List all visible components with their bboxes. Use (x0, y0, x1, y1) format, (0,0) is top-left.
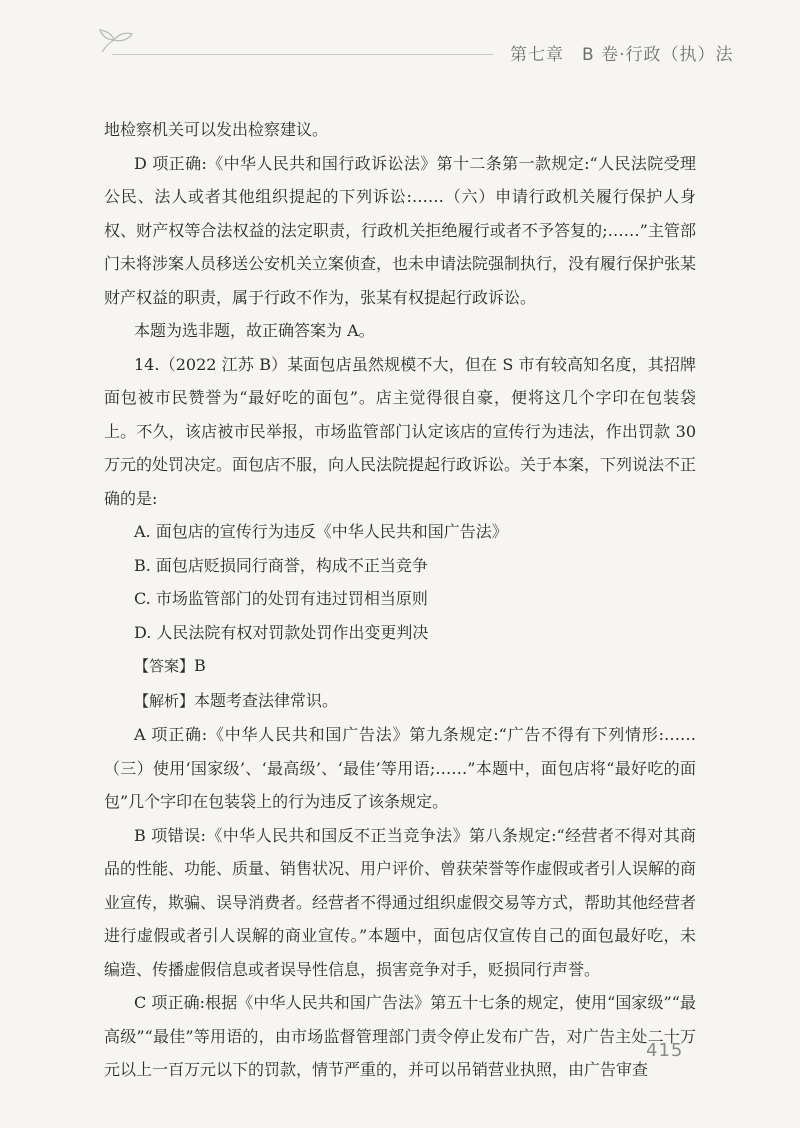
answer-tag: 【答案】 (134, 657, 195, 675)
answer-line (104, 649, 696, 684)
page-number: 415 (646, 1040, 684, 1061)
paragraph-option-d-analysis: D 项正确:《中华人民共和国行政诉讼法》第十二条第一款规定:“人民法院受理公民、法人或者其他组织提起的下列诉讼:……（六）申请行政机关履行保护人身权、财产权等合法权益的法定职责，行政机关拒绝履行或者不予答复的;……”主管部门未将涉案人员移送公安机关立案侦查，也未申请法院强制执行，没有履行保护张某财产权益的职责，属于行政不作为，张某有权提起行政诉讼。 (104, 153, 697, 307)
paragraph-conclusion: 本题为选非题，故正确答案为 A。 (134, 321, 375, 340)
choice-c: C. 市场监管部门的处罚有违过罚相当原则 (134, 589, 428, 608)
choice-b: B. 面包店贬损同行商誉，构成不正当竞争 (134, 555, 428, 575)
page-header (0, 0, 800, 90)
choice-a: A. 面包店的宣传行为违反《中华人民共和国广告法》 (134, 522, 508, 541)
paragraph-continuation: 地检察机关可以发出检察建议。 (104, 120, 329, 139)
page-body (104, 113, 696, 1087)
answer-value: B (194, 656, 206, 675)
paragraph-option-c-analysis: C 项正确:根据《中华人民共和国广告法》第五十七条的规定，使用“国家级”“最高级”“最佳”等用语的，由市场监督管理部门责令停止发布广告，对广告主处二十万元以上一百万元以下的罚款，情节严重的，并可以吊销营业执照，由广告审查 (104, 993, 696, 1079)
analysis-intro: 本题考查法律常识。 (194, 690, 339, 710)
analysis-line (104, 684, 696, 719)
question-14-stem: 14.（2022 江苏 B）某面包店虽然规模不大，但在 S 市有较高知名度，其招牌面包被市民赞誉为“最好吃的面包”。店主觉得很自豪，便将这几个字印在包装袋上。不久，该店被市民举报，市场监管部门认定该店的宣传行为违法，作出罚款 30 万元的处罚决定。面包店不服，向人民法院提起行政诉讼。关于本案，下列说法不正确的是: (104, 354, 697, 508)
choice-d: D. 人民法院有权对罚款处罚作出变更判决 (134, 622, 429, 642)
paragraph-option-a-analysis: A 项正确:《中华人民共和国广告法》第九条规定:“广告不得有下列情形:……（三）使用‘国家级’、‘最高级’、‘最佳’等用语;……”本题中，面包店将“最好吃的面包”几个字印在包装袋上的行为违反了该条规定。 (104, 725, 696, 811)
header-divider (112, 54, 494, 55)
paragraph-option-b-analysis: B 项错误:《中华人民共和国反不正当竞争法》第八条规定:“经营者不得对其商品的性能、功能、质量、销售状况、用户评价、曾获荣誉等作虚假或者引人误解的商业宣传，欺骗、误导消费者。经营者不得通过组织虚假交易等方式，帮助其他经营者进行虚假或者引人误解的商业宣传。”本题中，面包店仅宣传自己的面包最好吃，未编造、传播虚假信息或者误导性信息，损害竞争对手，贬损同行声誉。 (104, 825, 697, 979)
analysis-tag: 【解析】 (134, 691, 195, 710)
chapter-title: 第七章 B 卷·行政（执）法 (510, 45, 734, 65)
leaf-sprout-icon (96, 28, 136, 54)
